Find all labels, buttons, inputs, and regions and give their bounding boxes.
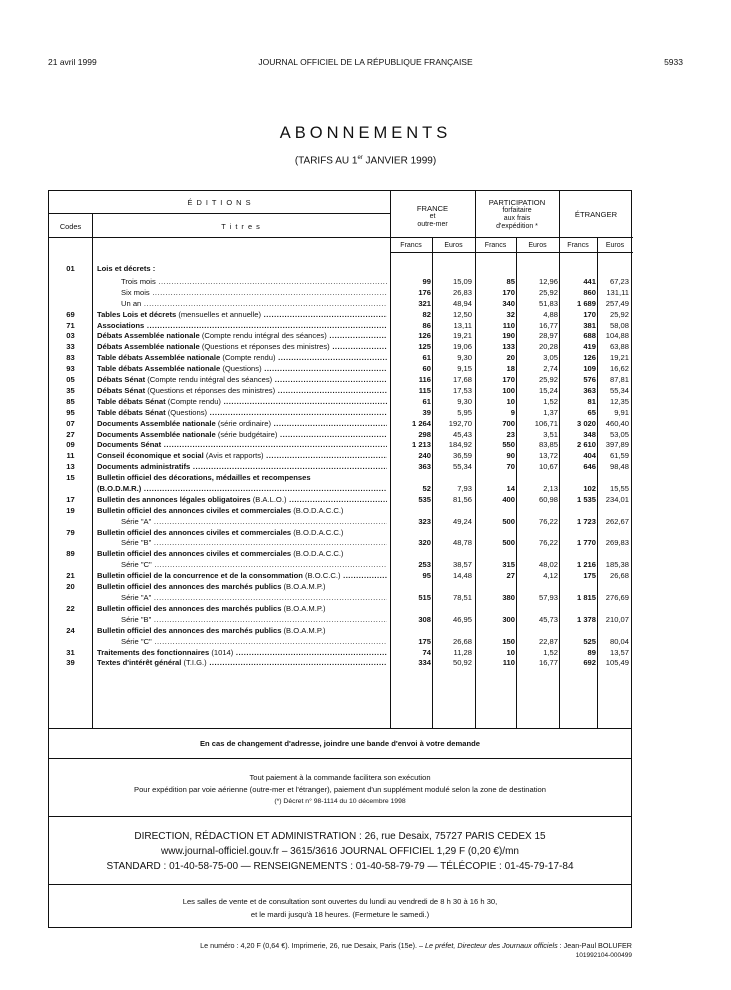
row-code: 35 [66, 385, 75, 395]
row-value: 100 [502, 385, 515, 395]
row-value: 78,51 [452, 592, 472, 602]
row-value: 48,02 [538, 560, 558, 570]
row-title: Table débats Sénat (Questions) ..... [97, 408, 387, 417]
row-value: 1 815 [576, 592, 596, 602]
row-value: 1 535 [576, 494, 596, 504]
row-value: 81 [587, 396, 596, 406]
row-value: 2,74 [543, 364, 558, 374]
row-value: 688 [583, 331, 596, 341]
table-row [49, 288, 631, 299]
row-value: 80,04 [609, 636, 629, 646]
header-participation: PARTICIPATION forfaitaire aux frais d'expédition * [488, 198, 546, 230]
header-france: FRANCE et outre-mer [416, 204, 449, 228]
row-value: 170 [583, 309, 596, 319]
row-value: 3,51 [543, 429, 558, 439]
row-value: 98,48 [609, 462, 629, 472]
row-value: 126 [583, 353, 596, 363]
row-value: 3,05 [543, 353, 558, 363]
row-value: 131,11 [606, 287, 629, 297]
row-code: 83 [66, 353, 75, 363]
row-value: 308 [418, 614, 431, 624]
row-value: 646 [583, 462, 596, 472]
row-value: 61,59 [609, 451, 629, 461]
row-value: 60,98 [538, 494, 558, 504]
table-row [49, 277, 631, 288]
row-value: 13,11 [453, 320, 472, 330]
row-title: Table débats Sénat (Compte rendu) ..... [97, 397, 387, 406]
row-value: 175 [418, 636, 431, 646]
table-row [49, 528, 631, 550]
row-value: 210,07 [605, 614, 629, 624]
row-code: 03 [66, 331, 75, 341]
row-code: 15 [66, 473, 75, 483]
row-value: 104,88 [605, 331, 629, 341]
row-code: 95 [66, 407, 75, 417]
row-value: 67,23 [609, 276, 629, 286]
row-value: 115 [418, 385, 431, 395]
unit-euros: Euros [605, 242, 625, 249]
row-value: 700 [502, 418, 515, 428]
row-value: 99 [422, 276, 431, 286]
row-value: 300 [502, 614, 515, 624]
row-value: 46,95 [452, 614, 472, 624]
row-value: 51,83 [538, 298, 558, 308]
row-value: 535 [418, 494, 431, 504]
table-row [49, 264, 631, 275]
row-value: 106,71 [534, 418, 558, 428]
row-value: 419 [583, 342, 596, 352]
header-editions: É D I T I O N S [187, 198, 252, 207]
table-row [49, 648, 631, 659]
table-row [49, 408, 631, 419]
row-value: 20,28 [538, 342, 558, 352]
row-title: Documents Assemblée nationale (série ordinaire) ..... [97, 419, 387, 428]
row-value: 26,83 [452, 287, 472, 297]
row-code: 17 [66, 494, 75, 504]
row-value: 363 [583, 385, 596, 395]
row-value: 61 [422, 353, 431, 363]
row-title-line2: Série "B" ..... [121, 615, 387, 624]
row-value: 82 [422, 309, 431, 319]
row-code: 19 [66, 505, 75, 515]
row-value: 17,68 [452, 375, 472, 384]
row-value: 1,52 [543, 647, 558, 657]
row-value: 38,57 [452, 560, 472, 570]
row-value: 10 [506, 647, 515, 657]
row-value: 26,68 [452, 636, 472, 646]
row-title: Documents Sénat ..... [97, 440, 387, 449]
table-row [49, 430, 631, 441]
row-value: 19,21 [609, 353, 629, 363]
row-title: Bulletin officiel des annonces civiles et commerciales (B.O.D.A.C.C.) [97, 549, 344, 559]
row-value: 269,83 [605, 538, 629, 548]
row-title: Bulletin officiel des annonces des marchés publics (B.O.A.M.P.) [97, 582, 326, 592]
header-etranger: ÉTRANGER [574, 210, 618, 219]
row-code: 20 [66, 582, 75, 592]
row-value: 74 [422, 647, 431, 657]
row-code: 24 [66, 625, 75, 635]
payment-notice: Tout paiement à la commande facilitera son exécution Pour expédition par voie aérienne (outre-mer et l'étranger), paiement d'un supplément modulé selon la zone de destination (*) Décret n° 98-1114 du 10 décembre 1998 [48, 759, 632, 817]
footer-reference: 101992104-000499 [575, 952, 632, 959]
row-value: 15,55 [609, 483, 629, 493]
row-code: 22 [66, 603, 75, 613]
row-title: Table débats Assemblée nationale (Questions) ..... [97, 364, 387, 373]
row-value: 515 [418, 592, 431, 602]
row-value: 116 [418, 375, 431, 384]
row-code: 69 [66, 309, 75, 319]
row-value: 39 [422, 407, 431, 417]
row-title: Lois et décrets : [97, 264, 156, 273]
row-title: Tables Lois et décrets (mensuelles et annuelle) ..... [97, 310, 387, 319]
table-row [49, 419, 631, 430]
row-value: 150 [502, 636, 515, 646]
row-value: 9,91 [614, 407, 629, 417]
row-value: 525 [583, 636, 596, 646]
row-value: 9,30 [457, 353, 472, 363]
header-page-number: 5933 [664, 57, 683, 67]
row-value: 16,77 [538, 658, 558, 668]
row-value: 7,93 [457, 483, 472, 493]
row-value: 14 [506, 483, 515, 493]
row-value: 105,49 [605, 658, 629, 668]
row-value: 20 [506, 353, 515, 363]
row-value: 190 [502, 331, 515, 341]
page-subtitle: (TARIFS AU 1er JANVIER 1999) [294, 155, 437, 167]
row-value: 1 689 [576, 298, 596, 308]
row-title: Débats Sénat (Questions et réponses des ministres) ..... [97, 386, 387, 395]
row-value: 53,05 [609, 429, 629, 439]
row-value: 12,96 [538, 276, 558, 286]
row-title: Un an ..... [121, 299, 387, 308]
row-value: 550 [502, 440, 515, 450]
row-code: 13 [66, 462, 75, 472]
row-value: 500 [502, 516, 515, 526]
unit-euros: Euros [528, 242, 547, 249]
row-value: 45,43 [452, 429, 472, 439]
row-title-line2: Série "A" ..... [121, 593, 387, 602]
row-title: Trois mois ..... [121, 277, 387, 286]
row-title-line2: Série "B" ..... [121, 538, 387, 547]
row-value: 276,69 [605, 592, 629, 602]
row-code: 05 [66, 375, 75, 384]
row-value: 19,06 [452, 342, 472, 352]
row-value: 262,67 [605, 516, 629, 526]
row-value: 70 [506, 462, 515, 472]
row-value: 86 [422, 320, 431, 330]
row-value: 323 [418, 516, 431, 526]
row-value: 9,30 [457, 396, 472, 406]
row-value: 404 [583, 451, 596, 461]
opening-hours: Les salles de vente et de consultation sont ouvertes du lundi au vendredi de 8 h 30 à 16 h 30, et le mardi jusqu'à 18 heures. (Fermeture le samedi.) [48, 885, 632, 928]
row-value: 76,22 [538, 538, 558, 548]
table-row [49, 375, 631, 386]
row-value: 85 [506, 276, 515, 286]
row-value: 10 [506, 396, 515, 406]
unit-francs: Francs [567, 242, 589, 249]
table-row [49, 310, 631, 321]
row-title: Bulletin officiel des annonces civiles et commerciales (B.O.D.A.C.C.) [97, 527, 344, 537]
row-value: 397,89 [605, 440, 629, 450]
table-row [49, 299, 631, 310]
row-title-line2: Série "C" ..... [121, 560, 387, 569]
table-row [49, 386, 631, 397]
row-value: 9 [510, 407, 515, 417]
row-value: 1,52 [543, 396, 558, 406]
header-journal-title: JOURNAL OFFICIEL DE LA RÉPUBLIQUE FRANÇAISE [258, 57, 473, 67]
row-value: 12,50 [452, 309, 472, 319]
row-value: 125 [418, 342, 431, 352]
row-title: Débats Assemblée nationale (Questions et réponses des ministres) ..... [97, 342, 387, 351]
row-value: 298 [418, 429, 431, 439]
row-value: 32 [506, 309, 515, 319]
row-value: 109 [583, 364, 596, 374]
row-title-line2: (B.O.D.M.R.) ..... [97, 484, 387, 493]
row-value: 1 378 [576, 614, 596, 624]
row-value: 50,92 [452, 658, 472, 668]
table-row [49, 506, 631, 528]
row-value: 10,67 [538, 462, 558, 472]
row-title: Table débats Assemblée nationale (Compte rendu) ..... [97, 353, 387, 362]
unit-euros: Euros [444, 242, 463, 249]
row-value: 176 [418, 287, 431, 297]
row-value: 12,35 [609, 396, 629, 406]
row-title-line2: Série "C" ..... [121, 637, 387, 646]
row-value: 57,93 [538, 592, 558, 602]
row-code: 01 [66, 264, 75, 273]
header-codes: Codes [59, 222, 82, 231]
table-row [49, 582, 631, 604]
row-value: 17,53 [452, 385, 472, 395]
row-title: Documents administratifs ..... [97, 462, 387, 471]
row-value: 36,59 [452, 451, 472, 461]
row-value: 126 [418, 331, 431, 341]
row-value: 102 [583, 483, 596, 493]
row-value: 1,37 [543, 407, 558, 417]
row-value: 48,94 [452, 298, 472, 308]
row-value: 860 [583, 287, 596, 297]
row-value: 1 770 [576, 538, 596, 548]
row-title: Conseil économique et social (Avis et rapports) ..... [97, 451, 387, 460]
row-title: Bulletin officiel des annonces des marchés publics (B.O.A.M.P.) [97, 603, 326, 613]
row-value: 321 [418, 298, 431, 308]
page-title: ABONNEMENTS [279, 124, 452, 142]
row-value: 334 [418, 658, 431, 668]
row-title: Débats Assemblée nationale (Compte rendu intégral des séances) ..... [97, 331, 387, 340]
row-value: 63,88 [609, 342, 629, 352]
table-row [49, 440, 631, 451]
table-row [49, 495, 631, 506]
row-title: Textes d'intérêt général (T.I.G.) ..... [97, 658, 387, 667]
row-value: 45,73 [538, 614, 558, 624]
row-value: 4,88 [543, 309, 558, 319]
row-value: 55,34 [452, 462, 472, 472]
row-value: 381 [583, 320, 596, 330]
row-value: 170 [502, 287, 515, 297]
table-row [49, 626, 631, 648]
row-title: Associations ..... [97, 321, 387, 330]
table-row [49, 462, 631, 473]
row-value: 15,24 [538, 385, 558, 395]
header-date: 21 avril 1999 [48, 57, 97, 67]
table-row [49, 549, 631, 571]
row-value: 87,81 [609, 375, 629, 384]
row-value: 1 723 [576, 516, 596, 526]
row-value: 2 610 [576, 440, 596, 450]
row-code: 93 [66, 364, 75, 374]
row-value: 576 [583, 375, 596, 384]
row-title: Bulletin des annonces légales obligatoires (B.A.L.O.) ..... [97, 495, 387, 504]
row-title: Bulletin officiel de la concurrence et de la consommation (B.O.C.C.) ..... [97, 571, 387, 580]
row-value: 5,95 [457, 407, 472, 417]
table-row [49, 321, 631, 332]
table-row [49, 451, 631, 462]
row-value: 175 [583, 571, 596, 581]
row-value: 253 [418, 560, 431, 570]
row-value: 234,01 [605, 494, 629, 504]
table-row [49, 604, 631, 626]
row-title-line2: Série "A" ..... [121, 517, 387, 526]
row-value: 60 [422, 364, 431, 374]
row-value: 26,68 [609, 571, 629, 581]
row-value: 257,49 [605, 298, 629, 308]
header-titres: T i t r e s [221, 222, 261, 231]
row-value: 380 [502, 592, 515, 602]
row-value: 13,72 [538, 451, 558, 461]
row-value: 49,24 [452, 516, 472, 526]
row-value: 22,87 [538, 636, 558, 646]
row-value: 61 [422, 396, 431, 406]
row-code: 79 [66, 527, 75, 537]
row-value: 184,92 [448, 440, 472, 450]
table-row [49, 342, 631, 353]
row-value: 692 [583, 658, 596, 668]
subscription-table [48, 190, 632, 729]
row-value: 23 [506, 429, 515, 439]
row-value: 4,12 [543, 571, 558, 581]
row-value: 28,97 [538, 331, 558, 341]
row-code: 31 [66, 647, 75, 657]
table-row [49, 364, 631, 375]
row-code: 07 [66, 418, 75, 428]
row-title: Bulletin officiel des annonces civiles et commerciales (B.O.D.A.C.C.) [97, 505, 344, 515]
table-row [49, 571, 631, 582]
address-change-notice: En cas de changement d'adresse, joindre une bande d'envoi à votre demande [48, 729, 632, 759]
row-value: 25,92 [538, 287, 558, 297]
row-value: 110 [502, 320, 515, 330]
row-title: Débats Sénat (Compte rendu intégral des séances) ..... [97, 375, 387, 384]
row-title: Documents Assemblée nationale (série budgétaire) ..... [97, 430, 387, 439]
row-value: 15,09 [452, 276, 472, 286]
row-value: 1 216 [576, 560, 596, 570]
row-code: 27 [66, 429, 75, 439]
row-code: 89 [66, 549, 75, 559]
row-value: 240 [418, 451, 431, 461]
row-value: 55,34 [609, 385, 629, 395]
unit-francs: Francs [484, 242, 507, 249]
table-row [49, 397, 631, 408]
row-value: 48,78 [452, 538, 472, 548]
row-code: 33 [66, 342, 75, 352]
row-value: 185,38 [605, 560, 629, 570]
row-value: 81,56 [452, 494, 472, 504]
row-value: 90 [506, 451, 515, 461]
row-value: 441 [583, 276, 596, 286]
row-value: 460,40 [605, 418, 629, 428]
row-value: 1 264 [411, 418, 431, 428]
row-value: 58,08 [609, 320, 629, 330]
table-row [49, 473, 631, 495]
row-value: 192,70 [448, 418, 472, 428]
row-value: 2,13 [543, 483, 558, 493]
table-row [49, 353, 631, 364]
footer-imprint: Le numéro : 4,20 F (0,64 €). Imprimerie, 26, rue Desaix, Paris (15e). – Le préfet, Directeur des Journaux officiels : Jean-Paul BOLUFER [200, 941, 632, 950]
row-value: 27 [506, 571, 515, 581]
row-title: Six mois ..... [121, 288, 387, 297]
row-value: 3 020 [576, 418, 596, 428]
table-row [49, 331, 631, 342]
row-value: 348 [583, 429, 596, 439]
row-value: 500 [502, 538, 515, 548]
row-code: 39 [66, 658, 75, 668]
row-value: 170 [502, 375, 515, 384]
row-value: 16,62 [609, 364, 629, 374]
row-value: 400 [502, 494, 515, 504]
row-value: 1 213 [411, 440, 431, 450]
row-title: Traitements des fonctionnaires (1014) ..... [97, 648, 387, 657]
row-value: 315 [502, 560, 515, 570]
row-value: 18 [506, 364, 515, 374]
row-value: 95 [422, 571, 431, 581]
row-value: 320 [418, 538, 431, 548]
row-value: 76,22 [538, 516, 558, 526]
row-value: 133 [502, 342, 515, 352]
row-value: 25,92 [609, 309, 629, 319]
unit-francs: Francs [400, 242, 422, 249]
row-value: 19,21 [452, 331, 472, 341]
row-value: 83,85 [538, 440, 558, 450]
row-value: 16,77 [538, 320, 558, 330]
direction-contact: DIRECTION, RÉDACTION ET ADMINISTRATION : 26, rue Desaix, 75727 PARIS CEDEX 15 www.journal-officiel.gouv.fr – 3615/3616 JOURNAL OFFICIEL 1,29 F (0,20 €)/mn STANDARD : 01-40-58-75-00 — RENSEIGNEMENTS : 01-40-58-79-79 — TÉLÉCOPIE : 01-45-79-17-84 [48, 817, 632, 885]
row-code: 21 [66, 571, 75, 581]
row-value: 14,48 [452, 571, 472, 581]
row-value: 89 [587, 647, 596, 657]
row-code: 85 [66, 396, 75, 406]
row-value: 340 [502, 298, 515, 308]
row-code: 11 [66, 451, 75, 461]
row-value: 65 [587, 407, 596, 417]
row-value: 13,57 [609, 647, 629, 657]
row-code: 71 [66, 320, 75, 330]
row-value: 52 [422, 483, 431, 493]
table-row [49, 658, 631, 669]
row-value: 25,92 [538, 375, 558, 384]
row-code: 09 [66, 440, 75, 450]
row-value: 9,15 [457, 364, 472, 374]
row-value: 11,28 [453, 647, 472, 657]
row-value: 363 [418, 462, 431, 472]
row-value: 110 [502, 658, 515, 668]
row-title: Bulletin officiel des décorations, médailles et recompenses [97, 473, 311, 483]
row-title: Bulletin officiel des annonces des marchés publics (B.O.A.M.P.) [97, 625, 326, 635]
